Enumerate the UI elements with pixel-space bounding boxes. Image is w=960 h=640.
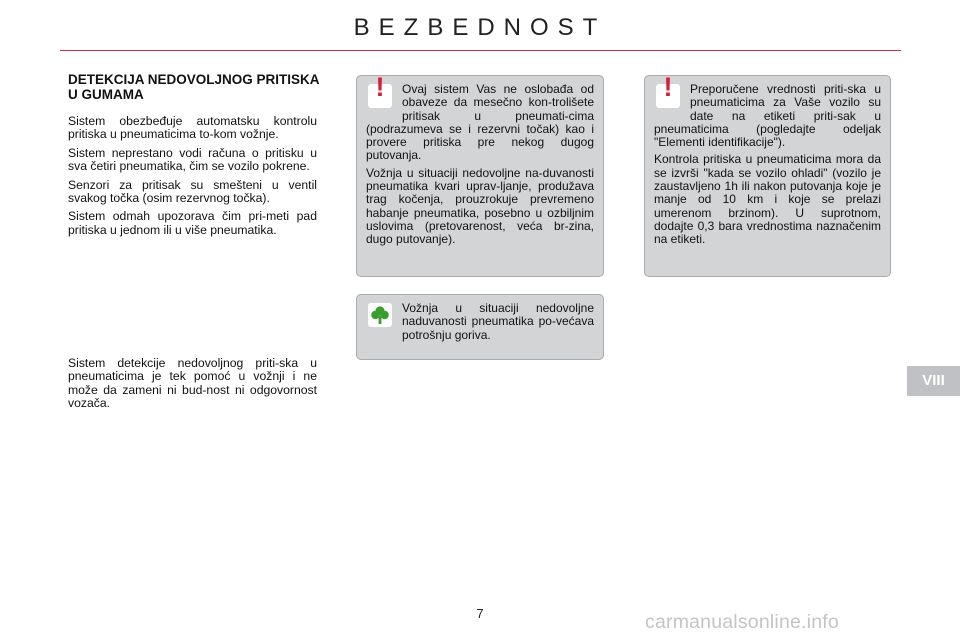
paragraph: Vožnja u situaciji nedovoljne na-duvanosti pneumatika kvari uprav-ljanje, produžava trag kočenja, prouzrokuje prevremeno habanje pneumatika, posebno u ozbiljnim uslovima (pretovarenost, veća br-zina, dugo putovanje).	[366, 165, 594, 247]
chapter-tab[interactable]: VIII	[907, 366, 960, 396]
warning-exclamation-icon	[656, 84, 680, 108]
warning-box-monthly-check	[356, 75, 604, 277]
paragraph: Sistem neprestano vodi računa o pritisku u sva četiri pneumatika, čim se vozilo pokrene.	[68, 145, 317, 174]
paragraph: Sistem odmah upozorava čim pri-meti pad pritiska u jednom ili u više pneumatika.	[68, 209, 317, 237]
page-title: BEZBEDNOST	[353, 14, 607, 41]
title-divider	[60, 50, 901, 51]
warning-exclamation-icon	[368, 84, 392, 108]
left-column-text	[68, 115, 317, 242]
watermark: carmanualsonline.info	[645, 611, 839, 633]
assistance-note: Sistem detekcije nedovoljnog priti-ska u pneumaticima je tek pomoć u vožnji i ne može da zameni ni bud-nost ni odgovornost vozača.	[68, 356, 317, 411]
paragraph: Kontrola pritiska u pneumaticima mora da se izvrši "kada se vozilo ohladi" (vozilo je zaustavljeno 1h ili nakon putovanja koje je manje od 10 km i koje se prelazi umerenom brzinom). U suprotnom, dodajte 0,3 bara vrednostima naznačenim na etiketi.	[654, 152, 881, 247]
paragraph: Preporučene vrednosti priti-ska u pneumaticima za Vaše vozilo su date na etiketi priti-sak u pneumaticima (pogledajte odeljak "Elementi identifikacije").	[654, 82, 881, 150]
eco-tree-icon	[368, 303, 392, 327]
paragraph: Ovaj sistem Vas ne oslobađa od obaveze da mesečno kon-trolišete pritisak u pneumati-cima (podrazumeva se i rezervni točak) kao i provere pritiska pre nekog dugog putovanja.	[366, 82, 594, 163]
warning-box-recommended-pressure	[644, 75, 891, 277]
section-heading: DETEKCIJA NEDOVOLJNOG PRITISKA U GUMAMA	[68, 72, 320, 102]
paragraph: Sistem obezbeđuje automatsku kontrolu pritiska u pneumaticima to-kom vožnje.	[68, 114, 317, 142]
eco-tip-text: Vožnja u situaciji nedovoljne naduvanosti pneumatika po-većava potrošnju goriva.	[402, 301, 594, 342]
eco-tip-box	[356, 294, 604, 360]
paragraph: Senzori za pritisak su smešteni u ventil svakog točka (osim rezervnog točka).	[68, 177, 317, 206]
page-number: 7	[476, 606, 484, 621]
